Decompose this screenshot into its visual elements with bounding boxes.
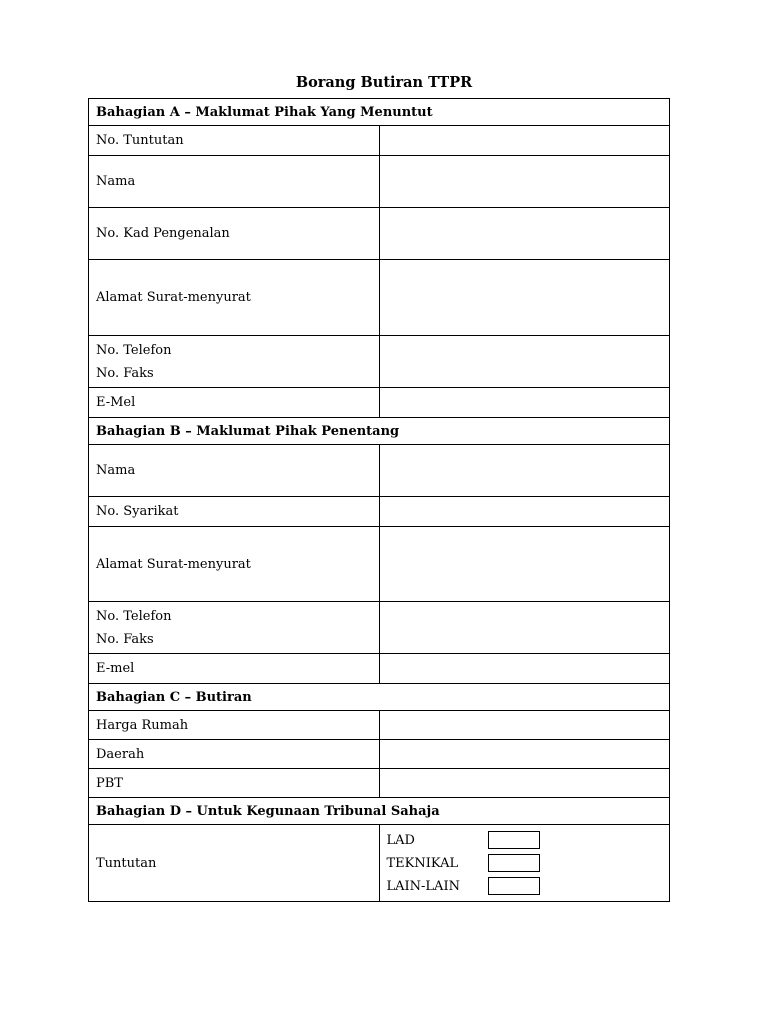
emel-field[interactable] (379, 388, 670, 418)
alamat-label: Alamat Surat-menyurat (89, 260, 380, 336)
nama-label: Nama (89, 156, 380, 208)
table-row (89, 825, 670, 902)
table-row (89, 208, 670, 260)
section-d-heading: Bahagian D – Untuk Kegunaan Tribunal Sahaja (89, 798, 670, 825)
table-row (89, 769, 670, 798)
alamat-field[interactable] (379, 527, 670, 602)
option-label: LAD (386, 832, 415, 848)
alamat-label: Alamat Surat-menyurat (89, 527, 380, 602)
emel-label: E-Mel (89, 388, 380, 418)
table-row (89, 260, 670, 336)
table-row (89, 445, 670, 497)
table-row (89, 497, 670, 527)
nama-label: Nama (89, 445, 380, 497)
harga-rumah-field[interactable] (379, 711, 670, 740)
pbt-label: PBT (89, 769, 380, 798)
table-row (89, 711, 670, 740)
option-box[interactable] (488, 831, 540, 849)
option-box[interactable] (488, 877, 540, 895)
option-label: TEKNIKAL (386, 855, 459, 871)
tuntutan-label: Tuntutan (89, 825, 380, 902)
section-c-header (89, 684, 670, 711)
emel-label: E-mel (89, 654, 380, 684)
emel-field[interactable] (379, 654, 670, 684)
option-label: LAIN-LAIN (386, 878, 460, 894)
daerah-label: Daerah (89, 740, 380, 769)
table-row (89, 336, 670, 388)
no-kad-field[interactable] (379, 208, 670, 260)
harga-rumah-label: Harga Rumah (89, 711, 380, 740)
tuntutan-options (379, 825, 670, 902)
section-a-header (89, 99, 670, 126)
section-a-heading: Bahagian A – Maklumat Pihak Yang Menuntut (89, 99, 670, 126)
form-table (88, 98, 670, 902)
telefon-faks-label (89, 602, 380, 654)
section-c-heading: Bahagian C – Butiran (89, 684, 670, 711)
alamat-field[interactable] (379, 260, 670, 336)
no-syarikat-label: No. Syarikat (89, 497, 380, 527)
option-teknikal (387, 852, 670, 875)
no-syarikat-field[interactable] (379, 497, 670, 527)
telefon-faks-field[interactable] (379, 336, 670, 388)
section-b-heading: Bahagian B – Maklumat Pihak Penentang (89, 418, 670, 445)
pbt-field[interactable] (379, 769, 670, 798)
section-b-header (89, 418, 670, 445)
telefon-faks-field[interactable] (379, 602, 670, 654)
no-tuntutan-label: No. Tuntutan (89, 126, 380, 156)
no-kad-label: No. Kad Pengenalan (89, 208, 380, 260)
option-box[interactable] (488, 854, 540, 872)
option-lain-lain (387, 875, 670, 898)
section-d-header (89, 798, 670, 825)
telefon-label: No. Telefon (96, 608, 172, 624)
table-row (89, 388, 670, 418)
form-title: Borang Butiran TTPR (295, 74, 473, 91)
table-row (89, 654, 670, 684)
option-lad (387, 829, 670, 852)
table-row (89, 156, 670, 208)
nama-field[interactable] (379, 156, 670, 208)
telefon-label: No. Telefon (96, 342, 172, 358)
table-row (89, 126, 670, 156)
faks-label: No. Faks (96, 365, 154, 381)
table-row (89, 740, 670, 769)
nama-field[interactable] (379, 445, 670, 497)
faks-label: No. Faks (96, 631, 154, 647)
table-row (89, 527, 670, 602)
table-row (89, 602, 670, 654)
daerah-field[interactable] (379, 740, 670, 769)
no-tuntutan-field[interactable] (379, 126, 670, 156)
telefon-faks-label (89, 336, 380, 388)
